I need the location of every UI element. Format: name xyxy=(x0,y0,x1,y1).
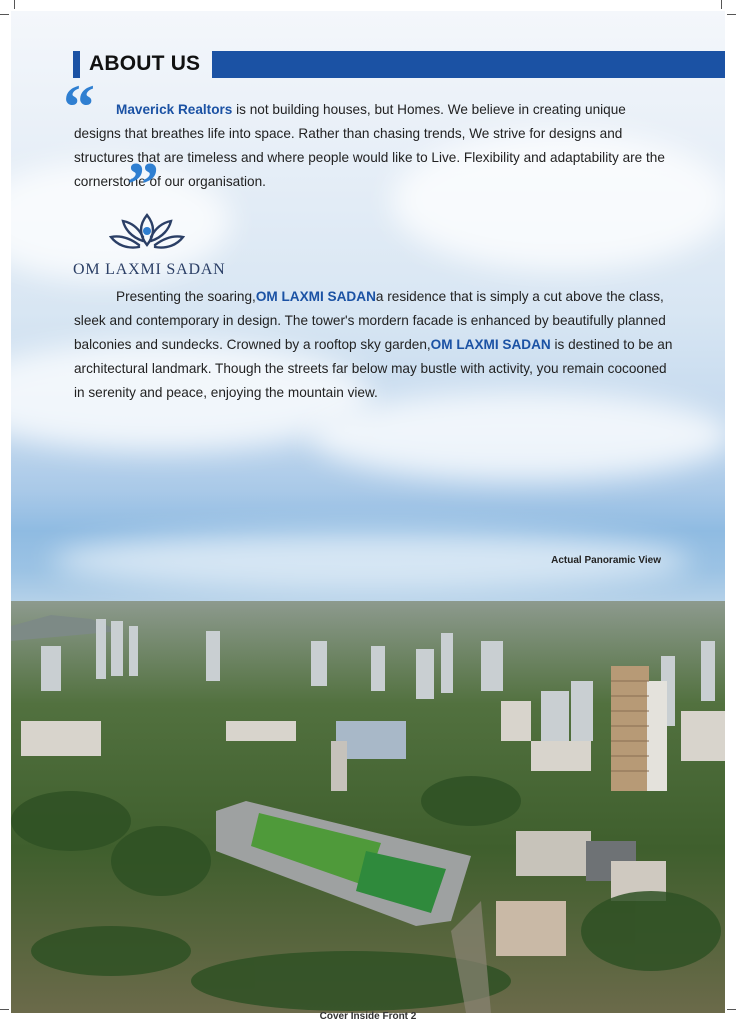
crop-mark xyxy=(0,14,9,15)
close-quote-icon: ” xyxy=(127,149,159,220)
city-panorama-photo xyxy=(11,601,725,1013)
project-name-highlight-2: OM LAXMI SADAN xyxy=(430,337,551,352)
lotus-logo-icon xyxy=(109,211,185,259)
crop-mark xyxy=(0,1009,9,1010)
project-text-3: is destined to be an architectural landmark. Though the streets far below may bustle with activity, you remain cocooned in serenity and peace, enjoying the mountain view. xyxy=(74,337,673,400)
about-paragraph xyxy=(74,98,674,194)
crop-mark xyxy=(727,14,736,15)
project-paragraph xyxy=(74,285,674,405)
brand-name-highlight: Maverick Realtors xyxy=(116,102,233,117)
crop-mark xyxy=(14,0,15,9)
crop-mark xyxy=(727,1009,736,1010)
logo-text: OM LAXMI SADAN xyxy=(73,261,226,278)
open-quote-icon: “ xyxy=(63,71,95,142)
project-text-1: Presenting the soaring, xyxy=(116,289,256,304)
page-footer: Cover Inside Front 2 xyxy=(319,1011,417,1022)
page-title: ABOUT US xyxy=(89,52,201,75)
heading-band xyxy=(212,51,725,78)
project-text-2: a residence that is simply a cut above the class, sleek and contemporary in design. The tower's mordern facade is enhanced by beautifully planned balconies and sundecks. Crowned by a rooftop sky garden, xyxy=(74,289,666,352)
crop-mark xyxy=(721,0,722,9)
photo-caption: Actual Panoramic View xyxy=(551,555,661,566)
project-name-highlight: OM LAXMI SADAN xyxy=(255,289,376,304)
about-text: is not building houses, but Homes. We believe in creating unique designs that breathes life into space. Rather than chasing trends, We strive for designs and structures that are timeless and where people would like to Live. Flexibility and adaptability are the cornerstone of our organisation. xyxy=(74,102,665,189)
brochure-page xyxy=(11,11,725,1013)
